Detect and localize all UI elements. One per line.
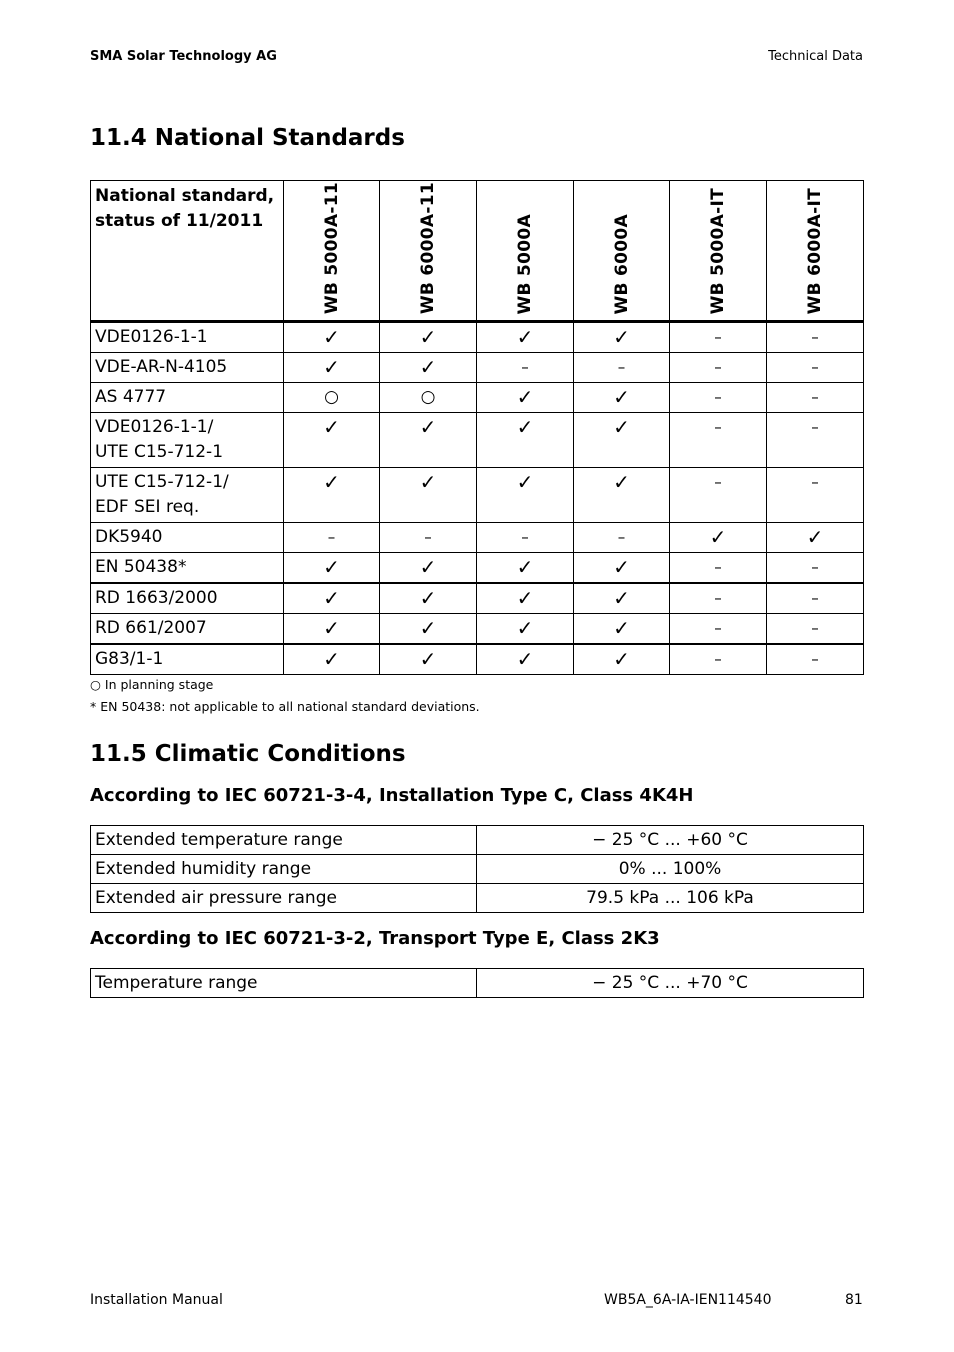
subheading-installation: According to IEC 60721-3-4, Installation Type C, Class 4K4H bbox=[90, 785, 694, 806]
standard-name-line: DK5940 bbox=[95, 527, 163, 547]
status-cell bbox=[574, 353, 670, 383]
table-row bbox=[91, 523, 864, 553]
standard-name-cell bbox=[91, 468, 284, 523]
planning-circle-icon: ○ bbox=[420, 387, 436, 407]
status-cell bbox=[574, 523, 670, 553]
status-cell bbox=[380, 523, 477, 553]
status-cell bbox=[574, 413, 670, 468]
status-cell bbox=[477, 614, 574, 645]
status-cell bbox=[380, 322, 477, 353]
status-cell bbox=[284, 322, 380, 353]
check-mark-icon: ✓ bbox=[419, 470, 437, 494]
status-cell bbox=[574, 553, 670, 584]
standard-name-line: RD 661/2007 bbox=[95, 618, 207, 638]
not-applicable-dash: – bbox=[521, 528, 529, 546]
planning-circle-icon: ○ bbox=[324, 387, 339, 407]
status-cell bbox=[477, 523, 574, 553]
status-cell bbox=[670, 383, 767, 413]
status-cell bbox=[574, 583, 670, 614]
table-footnotes bbox=[90, 674, 480, 717]
check-mark-icon: ✓ bbox=[323, 647, 340, 671]
table-row bbox=[91, 884, 864, 913]
check-mark-icon: ✓ bbox=[323, 415, 340, 439]
not-applicable-dash: – bbox=[424, 528, 432, 546]
standard-name-line: RD 1663/2000 bbox=[95, 588, 218, 608]
footer-doc-type: Installation Manual bbox=[90, 1292, 223, 1308]
check-mark-icon: ✓ bbox=[323, 586, 340, 610]
page-number: 81 bbox=[845, 1292, 863, 1308]
not-applicable-dash: – bbox=[714, 418, 722, 436]
status-cell bbox=[284, 644, 380, 675]
subheading-transport: According to IEC 60721-3-2, Transport Type E, Class 2K3 bbox=[90, 928, 660, 949]
check-mark-icon: ✓ bbox=[516, 616, 534, 640]
model-column-header: WB 5000A-11 bbox=[284, 181, 380, 322]
table-row bbox=[91, 614, 864, 645]
table-row bbox=[91, 855, 864, 884]
status-cell bbox=[670, 553, 767, 584]
status-cell bbox=[477, 322, 574, 353]
standard-name-cell bbox=[91, 553, 284, 584]
not-applicable-dash: – bbox=[714, 473, 722, 491]
status-cell bbox=[477, 353, 574, 383]
status-cell bbox=[380, 644, 477, 675]
standard-name-line: VDE-AR-N-4105 bbox=[95, 357, 228, 377]
footnote-planning: ○ In planning stage bbox=[90, 677, 214, 692]
status-cell bbox=[380, 614, 477, 645]
check-mark-icon: ✓ bbox=[323, 325, 340, 349]
not-applicable-dash: – bbox=[714, 328, 722, 346]
standard-name-cell bbox=[91, 322, 284, 353]
footnote-en50438: * EN 50438: not applicable to all national standard deviations. bbox=[90, 698, 480, 714]
condition-label: Temperature range bbox=[91, 969, 477, 998]
condition-value: − 25 °C ... +70 °C bbox=[477, 969, 864, 998]
status-cell bbox=[380, 383, 477, 413]
not-applicable-dash: – bbox=[714, 558, 722, 576]
condition-value: 79.5 kPa ... 106 kPa bbox=[477, 884, 864, 913]
status-cell bbox=[477, 553, 574, 584]
status-cell bbox=[767, 322, 864, 353]
status-cell bbox=[477, 383, 574, 413]
section-heading-climatic-conditions: 11.5 Climatic Conditions bbox=[90, 741, 406, 767]
check-mark-icon: ✓ bbox=[613, 470, 630, 494]
status-cell bbox=[284, 383, 380, 413]
status-cell bbox=[380, 583, 477, 614]
check-mark-icon: ✓ bbox=[323, 616, 340, 640]
not-applicable-dash: – bbox=[811, 589, 819, 607]
status-cell bbox=[670, 523, 767, 553]
check-mark-icon: ✓ bbox=[613, 586, 630, 610]
status-cell bbox=[670, 583, 767, 614]
standard-name-cell bbox=[91, 383, 284, 413]
installation-conditions-table bbox=[90, 825, 864, 913]
check-mark-icon: ✓ bbox=[516, 647, 534, 671]
not-applicable-dash: – bbox=[714, 619, 722, 637]
status-cell bbox=[574, 383, 670, 413]
check-mark-icon: ✓ bbox=[419, 325, 437, 349]
standard-name-line: VDE0126-1-1/ bbox=[95, 417, 214, 437]
national-standards-table bbox=[90, 180, 864, 675]
status-cell bbox=[670, 413, 767, 468]
footer-doc-code: WB5A_6A-IA-IEN114540 bbox=[604, 1292, 772, 1308]
not-applicable-dash: – bbox=[811, 473, 819, 491]
status-cell bbox=[477, 644, 574, 675]
check-mark-icon: ✓ bbox=[516, 325, 534, 349]
standard-name-line: EDF SEI req. bbox=[95, 497, 200, 517]
standard-name-line: UTE C15-712-1/ bbox=[95, 472, 229, 492]
status-cell bbox=[767, 413, 864, 468]
table-row bbox=[91, 413, 864, 468]
not-applicable-dash: – bbox=[811, 619, 819, 637]
check-mark-icon: ✓ bbox=[516, 385, 534, 409]
standard-name-line: AS 4777 bbox=[95, 387, 167, 407]
status-cell bbox=[380, 553, 477, 584]
table-row bbox=[91, 969, 864, 998]
check-mark-icon: ✓ bbox=[613, 325, 630, 349]
not-applicable-dash: – bbox=[714, 650, 722, 668]
table-row bbox=[91, 553, 864, 584]
not-applicable-dash: – bbox=[811, 558, 819, 576]
not-applicable-dash: – bbox=[714, 589, 722, 607]
not-applicable-dash: – bbox=[327, 528, 336, 546]
standard-name-line: UTE C15-712-1 bbox=[95, 442, 224, 462]
header-section: Technical Data bbox=[768, 49, 863, 64]
check-mark-icon: ✓ bbox=[419, 647, 437, 671]
model-column-header: WB 6000A-IT bbox=[767, 181, 864, 322]
status-cell bbox=[284, 553, 380, 584]
check-mark-icon: ✓ bbox=[709, 525, 727, 549]
check-mark-icon: ✓ bbox=[419, 586, 437, 610]
status-cell bbox=[284, 523, 380, 553]
condition-value: − 25 °C ... +60 °C bbox=[477, 826, 864, 855]
table-row bbox=[91, 583, 864, 614]
status-cell bbox=[477, 583, 574, 614]
standard-name-cell bbox=[91, 523, 284, 553]
not-applicable-dash: – bbox=[811, 388, 819, 406]
table-row bbox=[91, 383, 864, 413]
check-mark-icon: ✓ bbox=[806, 525, 824, 549]
status-cell bbox=[574, 614, 670, 645]
not-applicable-dash: – bbox=[617, 528, 626, 546]
status-cell bbox=[574, 644, 670, 675]
status-cell bbox=[670, 468, 767, 523]
not-applicable-dash: – bbox=[617, 358, 626, 376]
status-cell bbox=[284, 614, 380, 645]
standard-name-cell bbox=[91, 413, 284, 468]
standard-name-cell bbox=[91, 614, 284, 645]
table-row bbox=[91, 468, 864, 523]
standard-name-cell bbox=[91, 644, 284, 675]
status-cell bbox=[477, 468, 574, 523]
condition-label: Extended air pressure range bbox=[91, 884, 477, 913]
standard-column-header: National standard, status of 11/2011 bbox=[91, 181, 284, 322]
not-applicable-dash: – bbox=[714, 358, 722, 376]
not-applicable-dash: – bbox=[811, 358, 819, 376]
check-mark-icon: ✓ bbox=[323, 355, 340, 379]
condition-label: Extended humidity range bbox=[91, 855, 477, 884]
status-cell bbox=[670, 644, 767, 675]
status-cell bbox=[670, 353, 767, 383]
not-applicable-dash: – bbox=[811, 650, 819, 668]
status-cell bbox=[284, 583, 380, 614]
check-mark-icon: ✓ bbox=[613, 415, 630, 439]
status-cell bbox=[767, 468, 864, 523]
check-mark-icon: ✓ bbox=[613, 616, 630, 640]
check-mark-icon: ✓ bbox=[419, 355, 437, 379]
table-row bbox=[91, 826, 864, 855]
status-cell bbox=[767, 583, 864, 614]
header-company: SMA Solar Technology AG bbox=[90, 49, 277, 64]
not-applicable-dash: – bbox=[714, 388, 722, 406]
status-cell bbox=[767, 353, 864, 383]
check-mark-icon: ✓ bbox=[613, 647, 630, 671]
status-cell bbox=[574, 468, 670, 523]
check-mark-icon: ✓ bbox=[323, 470, 340, 494]
condition-value: 0% ... 100% bbox=[477, 855, 864, 884]
condition-label: Extended temperature range bbox=[91, 826, 477, 855]
model-column-header: WB 5000A bbox=[477, 181, 574, 322]
status-cell bbox=[380, 413, 477, 468]
status-cell bbox=[477, 413, 574, 468]
transport-conditions-table bbox=[90, 968, 864, 998]
standard-name-line: G83/1-1 bbox=[95, 649, 164, 669]
table-header-row bbox=[91, 181, 864, 322]
model-column-header: WB 5000A-IT bbox=[670, 181, 767, 322]
status-cell bbox=[670, 614, 767, 645]
standard-name-cell bbox=[91, 353, 284, 383]
status-cell bbox=[380, 353, 477, 383]
check-mark-icon: ✓ bbox=[613, 555, 630, 579]
check-mark-icon: ✓ bbox=[419, 415, 437, 439]
table-row bbox=[91, 322, 864, 353]
check-mark-icon: ✓ bbox=[516, 586, 534, 610]
status-cell bbox=[767, 383, 864, 413]
status-cell bbox=[767, 614, 864, 645]
standard-name-line: EN 50438* bbox=[95, 557, 187, 577]
status-cell bbox=[284, 413, 380, 468]
standard-name-line: VDE0126-1-1 bbox=[95, 327, 208, 347]
check-mark-icon: ✓ bbox=[516, 555, 534, 579]
status-cell bbox=[284, 353, 380, 383]
status-cell bbox=[670, 322, 767, 353]
check-mark-icon: ✓ bbox=[613, 385, 630, 409]
table-row bbox=[91, 353, 864, 383]
check-mark-icon: ✓ bbox=[516, 415, 534, 439]
status-cell bbox=[574, 322, 670, 353]
status-cell bbox=[767, 644, 864, 675]
status-cell bbox=[767, 553, 864, 584]
check-mark-icon: ✓ bbox=[516, 470, 534, 494]
status-cell bbox=[380, 468, 477, 523]
section-heading-national-standards: 11.4 National Standards bbox=[90, 125, 405, 151]
not-applicable-dash: – bbox=[521, 358, 529, 376]
not-applicable-dash: – bbox=[811, 418, 819, 436]
status-cell bbox=[767, 523, 864, 553]
check-mark-icon: ✓ bbox=[323, 555, 340, 579]
check-mark-icon: ✓ bbox=[419, 555, 437, 579]
model-column-header: WB 6000A-11 bbox=[380, 181, 477, 322]
check-mark-icon: ✓ bbox=[419, 616, 437, 640]
standard-name-cell bbox=[91, 583, 284, 614]
table-row bbox=[91, 644, 864, 675]
status-cell bbox=[284, 468, 380, 523]
not-applicable-dash: – bbox=[811, 328, 819, 346]
model-column-header: WB 6000A bbox=[574, 181, 670, 322]
